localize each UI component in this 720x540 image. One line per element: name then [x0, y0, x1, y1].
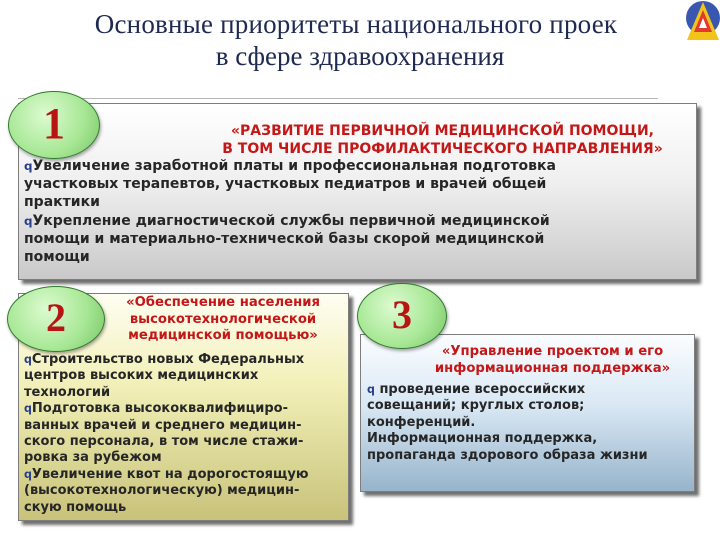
divider — [18, 98, 658, 99]
list-text: Информационная поддержка, — [367, 431, 598, 447]
heading-line: высокотехнологической — [129, 311, 317, 327]
list-text: (высокотехнологическую) медицин- — [24, 483, 300, 499]
heading-line: «Обеспечение населения — [126, 295, 320, 310]
priority-body-1 — [24, 157, 692, 266]
list-item — [24, 212, 692, 230]
bullet-icon: q — [24, 467, 32, 481]
priority-number-1: 1 — [8, 91, 100, 159]
list-text: Строительство новых Федеральных — [31, 352, 305, 367]
priority-body-3 — [367, 382, 689, 464]
priority-heading-1 — [190, 122, 695, 158]
heading-line: «Управление проектом и его — [441, 344, 664, 359]
bullet-icon: q — [24, 213, 33, 228]
list-item — [24, 157, 692, 175]
bullet-icon: q — [24, 353, 32, 366]
heading-line: В ТОМ ЧИСЛЕ ПРОФИЛАКТИЧЕСКОГО НАПРАВЛЕНИЯ» — [222, 141, 663, 157]
list-text: практики — [24, 194, 100, 211]
priority-body-2 — [24, 352, 346, 516]
logo-icon — [673, 0, 720, 47]
list-text: ского персонала, в том числе стажи- — [24, 434, 304, 450]
list-text: Подготовка высококвалифициро- — [31, 401, 288, 417]
list-text: пропаганда здорового образа жизни — [367, 447, 648, 463]
list-text: участковых терапевтов, участковых педиатров и врачей общей — [24, 176, 547, 193]
bullet-icon: q — [24, 159, 33, 173]
priority-heading-3 — [410, 344, 695, 377]
title-line-2: в сфере здравоохранения — [215, 41, 505, 71]
list-item — [367, 382, 689, 398]
list-item — [24, 467, 346, 483]
list-text: скую помощь — [24, 499, 127, 515]
list-text: Укрепление диагностической службы первичной медицинской — [32, 212, 550, 229]
priority-number-3: 3 — [357, 283, 447, 349]
title-line-1: Основные приоритеты национального проек — [94, 9, 618, 39]
list-text: помощи и материально-технической базы скорой медицинской — [24, 230, 545, 247]
list-text: ванных врачей и среднего медицин- — [24, 417, 302, 433]
bullet-icon: q — [24, 402, 32, 416]
heading-line: медицинской помощью» — [128, 328, 318, 343]
list-item — [24, 352, 346, 368]
list-text: ровка за рубежом — [24, 450, 162, 466]
list-text: Увеличение квот на дорогостоящую — [31, 466, 309, 482]
list-item — [24, 401, 346, 417]
slide-title — [0, 8, 720, 72]
list-text: технологий — [24, 384, 111, 400]
priority-heading-2 — [98, 295, 348, 345]
list-text: центров высоких медицинских — [24, 368, 259, 384]
bullet-icon: q — [367, 383, 375, 396]
list-text: проведение всероссийских — [379, 382, 586, 397]
list-text: помощи — [24, 249, 90, 266]
heading-line: информационная поддержка» — [434, 360, 671, 376]
list-text: конференций. — [367, 414, 476, 430]
list-text: совещаний; круглых столов; — [367, 398, 585, 414]
priority-number-2: 2 — [7, 286, 105, 352]
heading-line: «РАЗВИТИЕ ПЕРВИЧНОЙ МЕДИЦИНСКОЙ ПОМОЩИ, — [231, 123, 654, 139]
list-text: Увеличение заработной платы и профессиональная подготовка — [32, 158, 556, 174]
